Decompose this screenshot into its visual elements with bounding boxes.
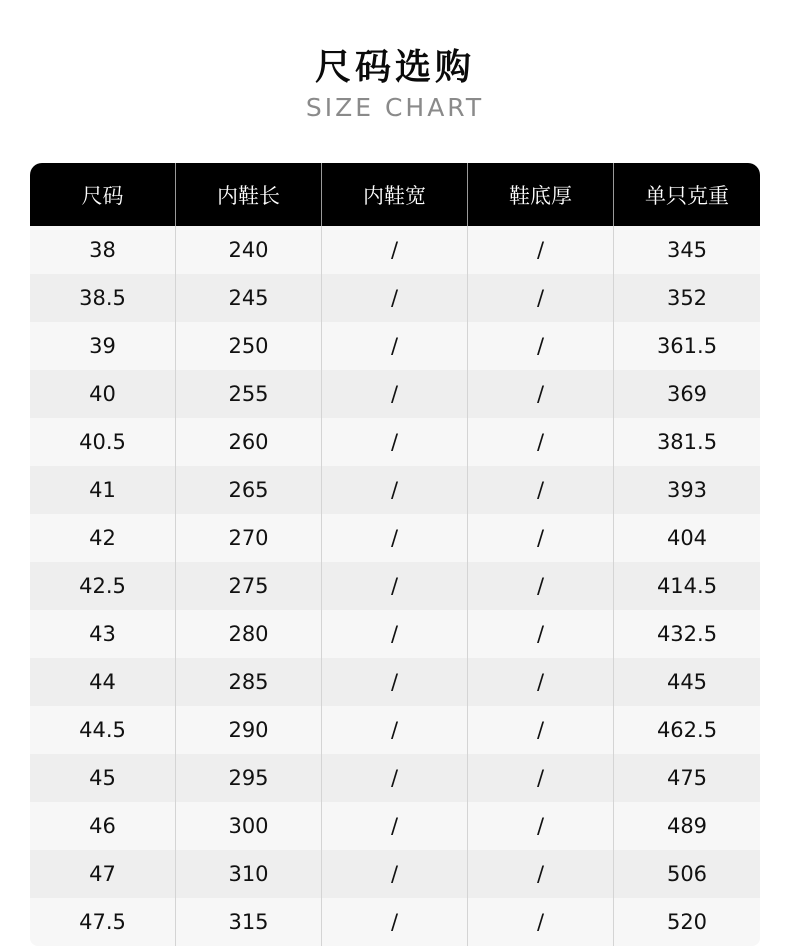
cell-size: 42 (30, 514, 176, 562)
cell-inner-length: 310 (176, 850, 322, 898)
table-row (30, 562, 760, 610)
cell-size: 44 (30, 658, 176, 706)
cell-sole-thickness: / (468, 418, 614, 466)
table-row (30, 610, 760, 658)
table-row (30, 274, 760, 322)
cell-single-weight: 352 (666, 286, 708, 310)
header-cell-sole-thickness: 鞋底厚 (468, 163, 614, 226)
table-row (30, 466, 760, 514)
cell-sole-thickness: / (468, 226, 614, 274)
cell-sole-thickness: / (468, 658, 614, 706)
cell-inner-length: 280 (176, 610, 322, 658)
cell-single-weight: 462.5 (656, 718, 718, 742)
cell-inner-length: 245 (176, 274, 322, 322)
cell-inner-width: / (322, 514, 468, 562)
cell-inner-width: / (322, 322, 468, 370)
table-row (30, 754, 760, 802)
cell-single-weight: 506 (666, 862, 708, 886)
cell-sole-thickness: / (468, 562, 614, 610)
cell-sole-thickness: / (468, 802, 614, 850)
cell-single-weight: 414.5 (656, 574, 718, 598)
cell-inner-width: / (322, 418, 468, 466)
cell-single-weight: 381.5 (656, 430, 718, 454)
page-title: 尺码选购 (314, 47, 475, 88)
cell-size: 47 (30, 850, 176, 898)
table-row (30, 322, 760, 370)
cell-inner-length: 285 (176, 658, 322, 706)
header-cell-single-weight: 单只克重 (645, 183, 729, 208)
cell-inner-length: 260 (176, 418, 322, 466)
cell-inner-length: 295 (176, 754, 322, 802)
cell-size: 40 (30, 370, 176, 418)
table-body (30, 226, 760, 946)
cell-inner-length: 255 (176, 370, 322, 418)
table-row (30, 802, 760, 850)
header-cell-inner-length: 内鞋长 (176, 163, 322, 226)
cell-single-weight: 404 (666, 526, 708, 550)
cell-single-weight: 393 (666, 478, 708, 502)
cell-sole-thickness: / (468, 274, 614, 322)
cell-inner-length: 275 (176, 562, 322, 610)
cell-inner-width: / (322, 226, 468, 274)
table-row (30, 706, 760, 754)
table-row (30, 370, 760, 418)
cell-size: 40.5 (30, 418, 176, 466)
cell-inner-width: / (322, 898, 468, 946)
table-row (30, 898, 760, 946)
cell-size: 39 (30, 322, 176, 370)
table-header-row (30, 163, 760, 226)
cell-single-weight: 489 (666, 814, 708, 838)
page-subtitle: SIZE CHART (305, 93, 485, 122)
table-row (30, 418, 760, 466)
cell-single-weight: 345 (666, 238, 708, 262)
cell-sole-thickness: / (468, 370, 614, 418)
cell-size: 43 (30, 610, 176, 658)
cell-sole-thickness: / (468, 466, 614, 514)
cell-size: 38.5 (30, 274, 176, 322)
cell-size: 38 (30, 226, 176, 274)
cell-inner-length: 270 (176, 514, 322, 562)
header-cell-size: 尺码 (30, 163, 176, 226)
cell-size: 46 (30, 802, 176, 850)
cell-sole-thickness: / (468, 514, 614, 562)
cell-single-weight: 475 (666, 766, 708, 790)
cell-size: 47.5 (30, 898, 176, 946)
table-row (30, 226, 760, 274)
cell-sole-thickness: / (468, 850, 614, 898)
cell-sole-thickness: / (468, 754, 614, 802)
cell-inner-width: / (322, 754, 468, 802)
cell-inner-width: / (322, 370, 468, 418)
cell-size: 45 (30, 754, 176, 802)
cell-inner-width: / (322, 466, 468, 514)
cell-single-weight: 369 (666, 382, 708, 406)
size-chart-table (30, 163, 760, 946)
table-row (30, 658, 760, 706)
table-row (30, 514, 760, 562)
header-cell-inner-width: 内鞋宽 (322, 163, 468, 226)
cell-single-weight: 520 (666, 910, 708, 934)
cell-inner-length: 290 (176, 706, 322, 754)
cell-size: 44.5 (30, 706, 176, 754)
cell-inner-width: / (322, 802, 468, 850)
cell-sole-thickness: / (468, 898, 614, 946)
cell-inner-width: / (322, 658, 468, 706)
cell-inner-width: / (322, 850, 468, 898)
cell-inner-length: 240 (176, 226, 322, 274)
cell-inner-width: / (322, 610, 468, 658)
cell-single-weight: 432.5 (656, 622, 718, 646)
table-row (30, 850, 760, 898)
cell-size: 42.5 (30, 562, 176, 610)
cell-inner-length: 265 (176, 466, 322, 514)
cell-single-weight: 361.5 (656, 334, 718, 358)
cell-inner-width: / (322, 706, 468, 754)
cell-sole-thickness: / (468, 610, 614, 658)
cell-inner-width: / (322, 274, 468, 322)
cell-inner-length: 250 (176, 322, 322, 370)
cell-size: 41 (30, 466, 176, 514)
cell-inner-length: 315 (176, 898, 322, 946)
cell-sole-thickness: / (468, 706, 614, 754)
cell-inner-length: 300 (176, 802, 322, 850)
cell-sole-thickness: / (468, 322, 614, 370)
cell-inner-width: / (322, 562, 468, 610)
cell-single-weight: 445 (666, 670, 708, 694)
